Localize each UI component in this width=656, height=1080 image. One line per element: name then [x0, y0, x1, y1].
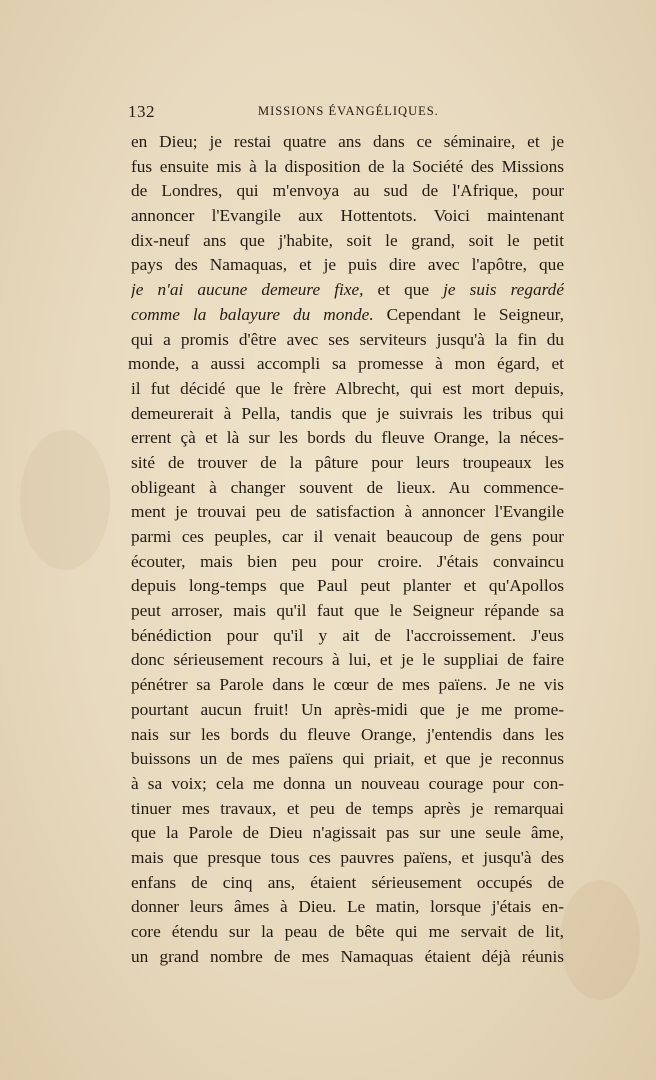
text-line	[131, 698, 564, 723]
text-segment: donc sérieusement recours à lui, et je le suppliai de faire	[131, 650, 564, 670]
text-segment: dix-neuf ans que j'habite, soit le grand, soit le petit	[131, 230, 564, 250]
text-segment: pénétrer sa Parole dans le cœur de mes païens. Je ne vis	[131, 675, 564, 695]
text-line	[131, 500, 564, 525]
text-line	[131, 476, 564, 501]
text-segment: errent çà et là sur les bords du fleuve Orange, la néces-	[131, 428, 564, 448]
paper-stain	[560, 880, 640, 1000]
text-segment: de Londres, qui m'envoya au sud de l'Afrique, pour	[131, 181, 564, 201]
text-line	[131, 772, 564, 797]
text-segment: en Dieu; je restai quatre ans dans ce séminaire, et je	[131, 132, 564, 151]
text-line	[131, 525, 564, 550]
text-line	[131, 130, 564, 155]
text-line	[131, 648, 564, 673]
text-segment: donner leurs âmes à Dieu. Le matin, lorsque j'étais en-	[131, 897, 564, 917]
text-line	[131, 328, 564, 353]
text-line	[131, 673, 564, 698]
page-header	[128, 102, 564, 124]
text-segment: pays des Namaquas, et je puis dire avec l'apôtre, que	[131, 255, 564, 275]
text-line	[131, 550, 564, 575]
text-line	[131, 377, 564, 402]
text-segment: obligeant à changer souvent de lieux. Au commence-	[131, 477, 564, 497]
text-line	[131, 253, 564, 278]
text-segment: un grand nombre de mes Namaquas étaient déjà réunis	[131, 946, 564, 966]
paper-stain	[20, 430, 110, 570]
text-line	[131, 723, 564, 748]
text-line	[131, 303, 564, 328]
text-line	[131, 624, 564, 649]
text-segment: qui a promis d'être avec ses serviteurs jusqu'à la fin du	[131, 329, 564, 349]
text-line	[131, 179, 564, 204]
text-segment: mais que presque tous ces pauvres païens, et jusqu'à des	[131, 847, 564, 867]
text-segment: nais sur les bords du fleuve Orange, j'entendis dans les	[131, 724, 564, 744]
text-line	[131, 451, 564, 476]
text-segment: parmi ces peuples, car il venait beaucoup de gens pour	[131, 527, 564, 546]
text-segment: tinuer mes travaux, et peu de temps après je remarquai	[131, 798, 564, 818]
text-segment: annoncer l'Evangile aux Hottentots. Voici maintenant	[131, 206, 564, 226]
text-line	[131, 155, 564, 180]
italic-text: comme la balayure du monde.	[131, 304, 374, 324]
text-segment: écouter, mais bien peu pour croire. J'étais convaincu	[131, 551, 564, 571]
text-segment: que la Parole de Dieu n'agissait pas sur une seule âme,	[131, 823, 564, 843]
text-line	[131, 920, 564, 945]
text-segment: et que	[363, 280, 444, 300]
text-line	[131, 797, 564, 822]
running-title: MISSIONS ÉVANGÉLIQUES.	[258, 104, 439, 118]
italic-text: je suis regardé	[443, 280, 564, 300]
text-segment: fus ensuite mis à la disposition de la Société des Missions	[131, 156, 564, 176]
text-segment: pourtant aucun fruit! Un après-midi que je me prome-	[131, 699, 564, 719]
text-line	[131, 204, 564, 229]
text-segment: Cependant le Seigneur,	[373, 304, 564, 324]
text-segment: peut arroser, mais qu'il faut que le Seigneur répande sa	[131, 601, 564, 621]
text-segment: à sa voix; cela me donna un nouveau courage pour con-	[131, 773, 564, 793]
text-line	[131, 846, 564, 871]
text-line	[131, 945, 564, 970]
text-segment: sité de trouver de la pâture pour leurs troupeaux les	[131, 452, 564, 472]
text-segment: depuis long-temps que Paul peut planter et qu'Apollos	[131, 576, 564, 596]
text-line	[131, 871, 564, 896]
text-line	[131, 278, 564, 303]
text-line	[131, 426, 564, 451]
page-number: 132	[128, 102, 155, 121]
text-segment: bénédiction pour qu'il y ait de l'accroissement. J'eus	[131, 625, 564, 645]
text-segment: core étendu sur la peau de bête qui me servait de lit,	[131, 922, 564, 941]
text-segment: ment je trouvai peu de satisfaction à annoncer l'Evangile	[131, 502, 564, 522]
text-line	[131, 229, 564, 254]
italic-text: je n'ai aucune demeure fixe,	[131, 280, 364, 300]
text-segment: il fut décidé que le frère Albrecht, qui est mort depuis,	[131, 378, 564, 398]
text-line	[131, 599, 564, 624]
text-line	[128, 352, 564, 377]
text-line	[131, 895, 564, 920]
text-segment: monde, a aussi accompli sa promesse à mon égard, et	[128, 354, 564, 374]
body-text	[128, 130, 564, 969]
text-line	[131, 402, 564, 427]
text-segment: demeurerait à Pella, tandis que je suivrais les tribus qui	[131, 403, 564, 423]
text-segment: enfans de cinq ans, étaient sérieusement occupés de	[131, 872, 564, 892]
text-line	[131, 574, 564, 599]
text-line	[131, 747, 564, 772]
text-segment: buissons un de mes païens qui priait, et que je reconnus	[131, 749, 564, 769]
text-line	[131, 821, 564, 846]
